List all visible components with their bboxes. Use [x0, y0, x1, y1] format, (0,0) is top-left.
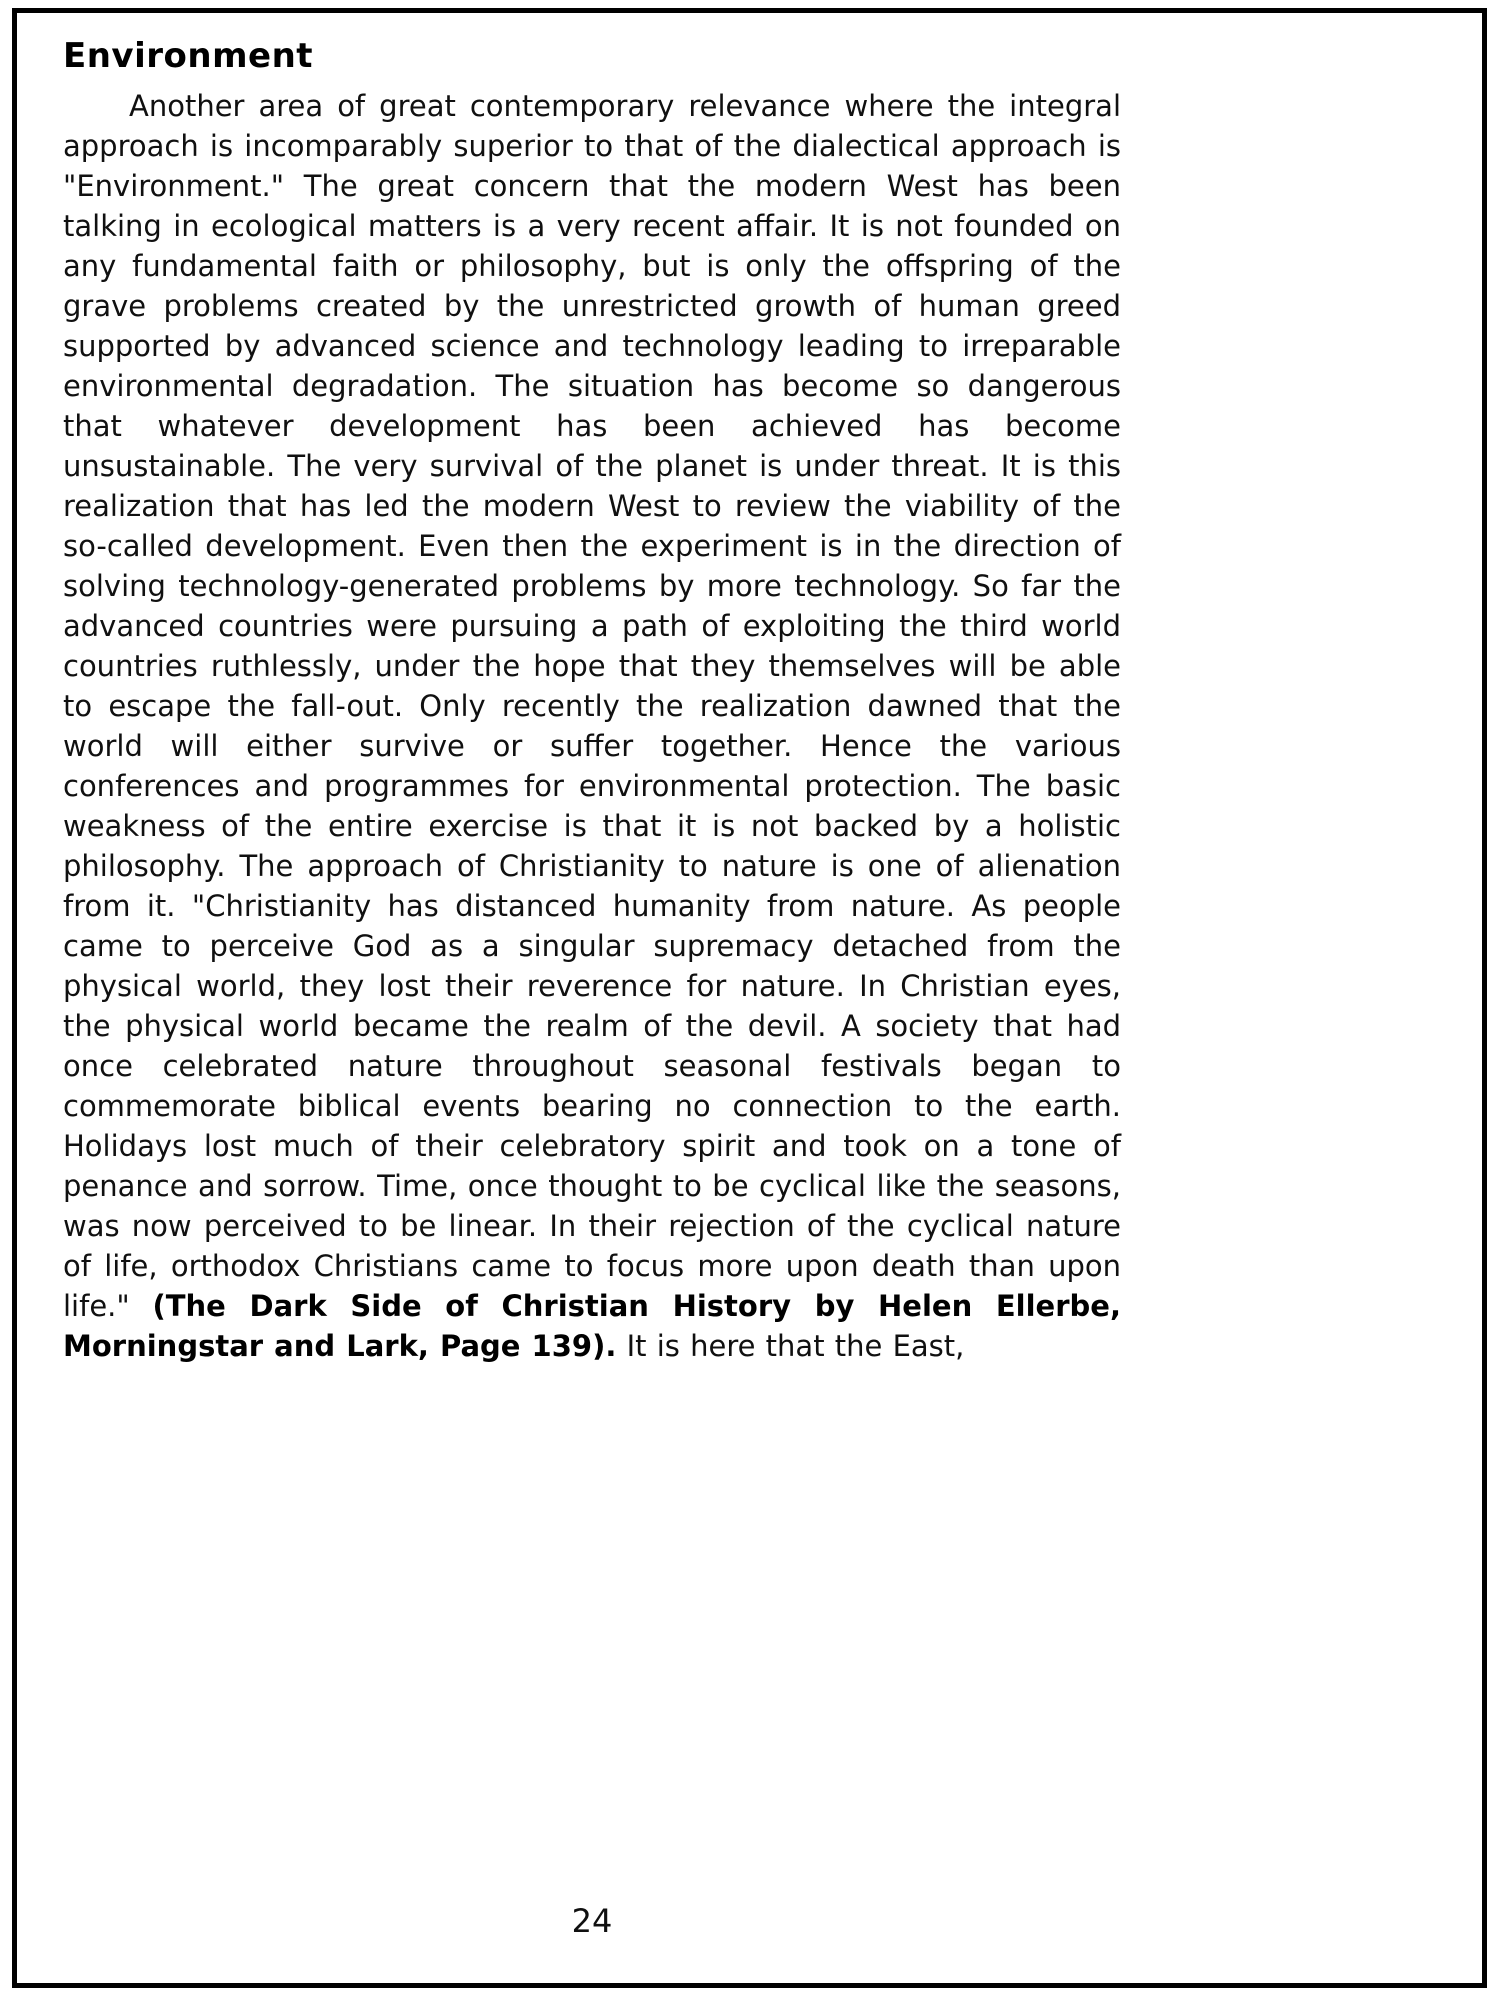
page-content: [63, 36, 1121, 1366]
citation-bold-text: (The Dark Side of Christian History by Helen Ellerbe, Morningstar and Lark, Page 139).: [63, 1289, 1121, 1363]
paragraph-continuation-text: It is here that the East,: [616, 1329, 965, 1363]
page-number: 24: [571, 1902, 613, 1940]
paragraph-text: Another area of great contemporary relevance where the integral approach is incomparably superior to that of the dialectical approach is "Environment." The great concern that the modern West has been talking in ecological matters is a very recent affair. It is not founded on any fundamental faith or philosophy, but is only the offspring of the grave problems created by the unrestricted growth of human greed supported by advanced science and technology leading to irreparable environmental degradation. The situation has become so dangerous that whatever development has been achieved has become unsustainable. The very survival of the planet is under threat. It is this realization that has led the modern West to review the viability of the so-called development. Even then the experiment is in the direction of solving technology-generated problems by more technology. So far the advanced countries were pursuing a path of exploiting the third world countries ruthlessly, under the hope that they themselves will be able to escape the fall-out. Only recently the realization dawned that the world will either survive or suffer together. Hence the various conferences and programmes for environmental protection. The basic weakness of the entire exercise is that it is not backed by a holistic philosophy. The approach of Christianity to nature is one of alienation from it. "Christianity has distanced humanity from nature. As people came to perceive God as a singular supremacy detached from the physical world, they lost their reverence for nature. In Christian eyes, the physical world became the realm of the devil. A society that had once celebrated nature throughout seasonal festivals began to commemorate biblical events bearing no connection to the earth. Holidays lost much of their celebratory spirit and took on a tone of penance and sorrow. Time, once thought to be cyclical like the seasons, was now perceived to be linear. In their rejection of the cyclical nature of life, orthodox Christians came to focus more upon death than upon life.": [63, 89, 1121, 1323]
body-paragraph: [63, 86, 1121, 1366]
section-heading: Environment: [63, 36, 314, 76]
